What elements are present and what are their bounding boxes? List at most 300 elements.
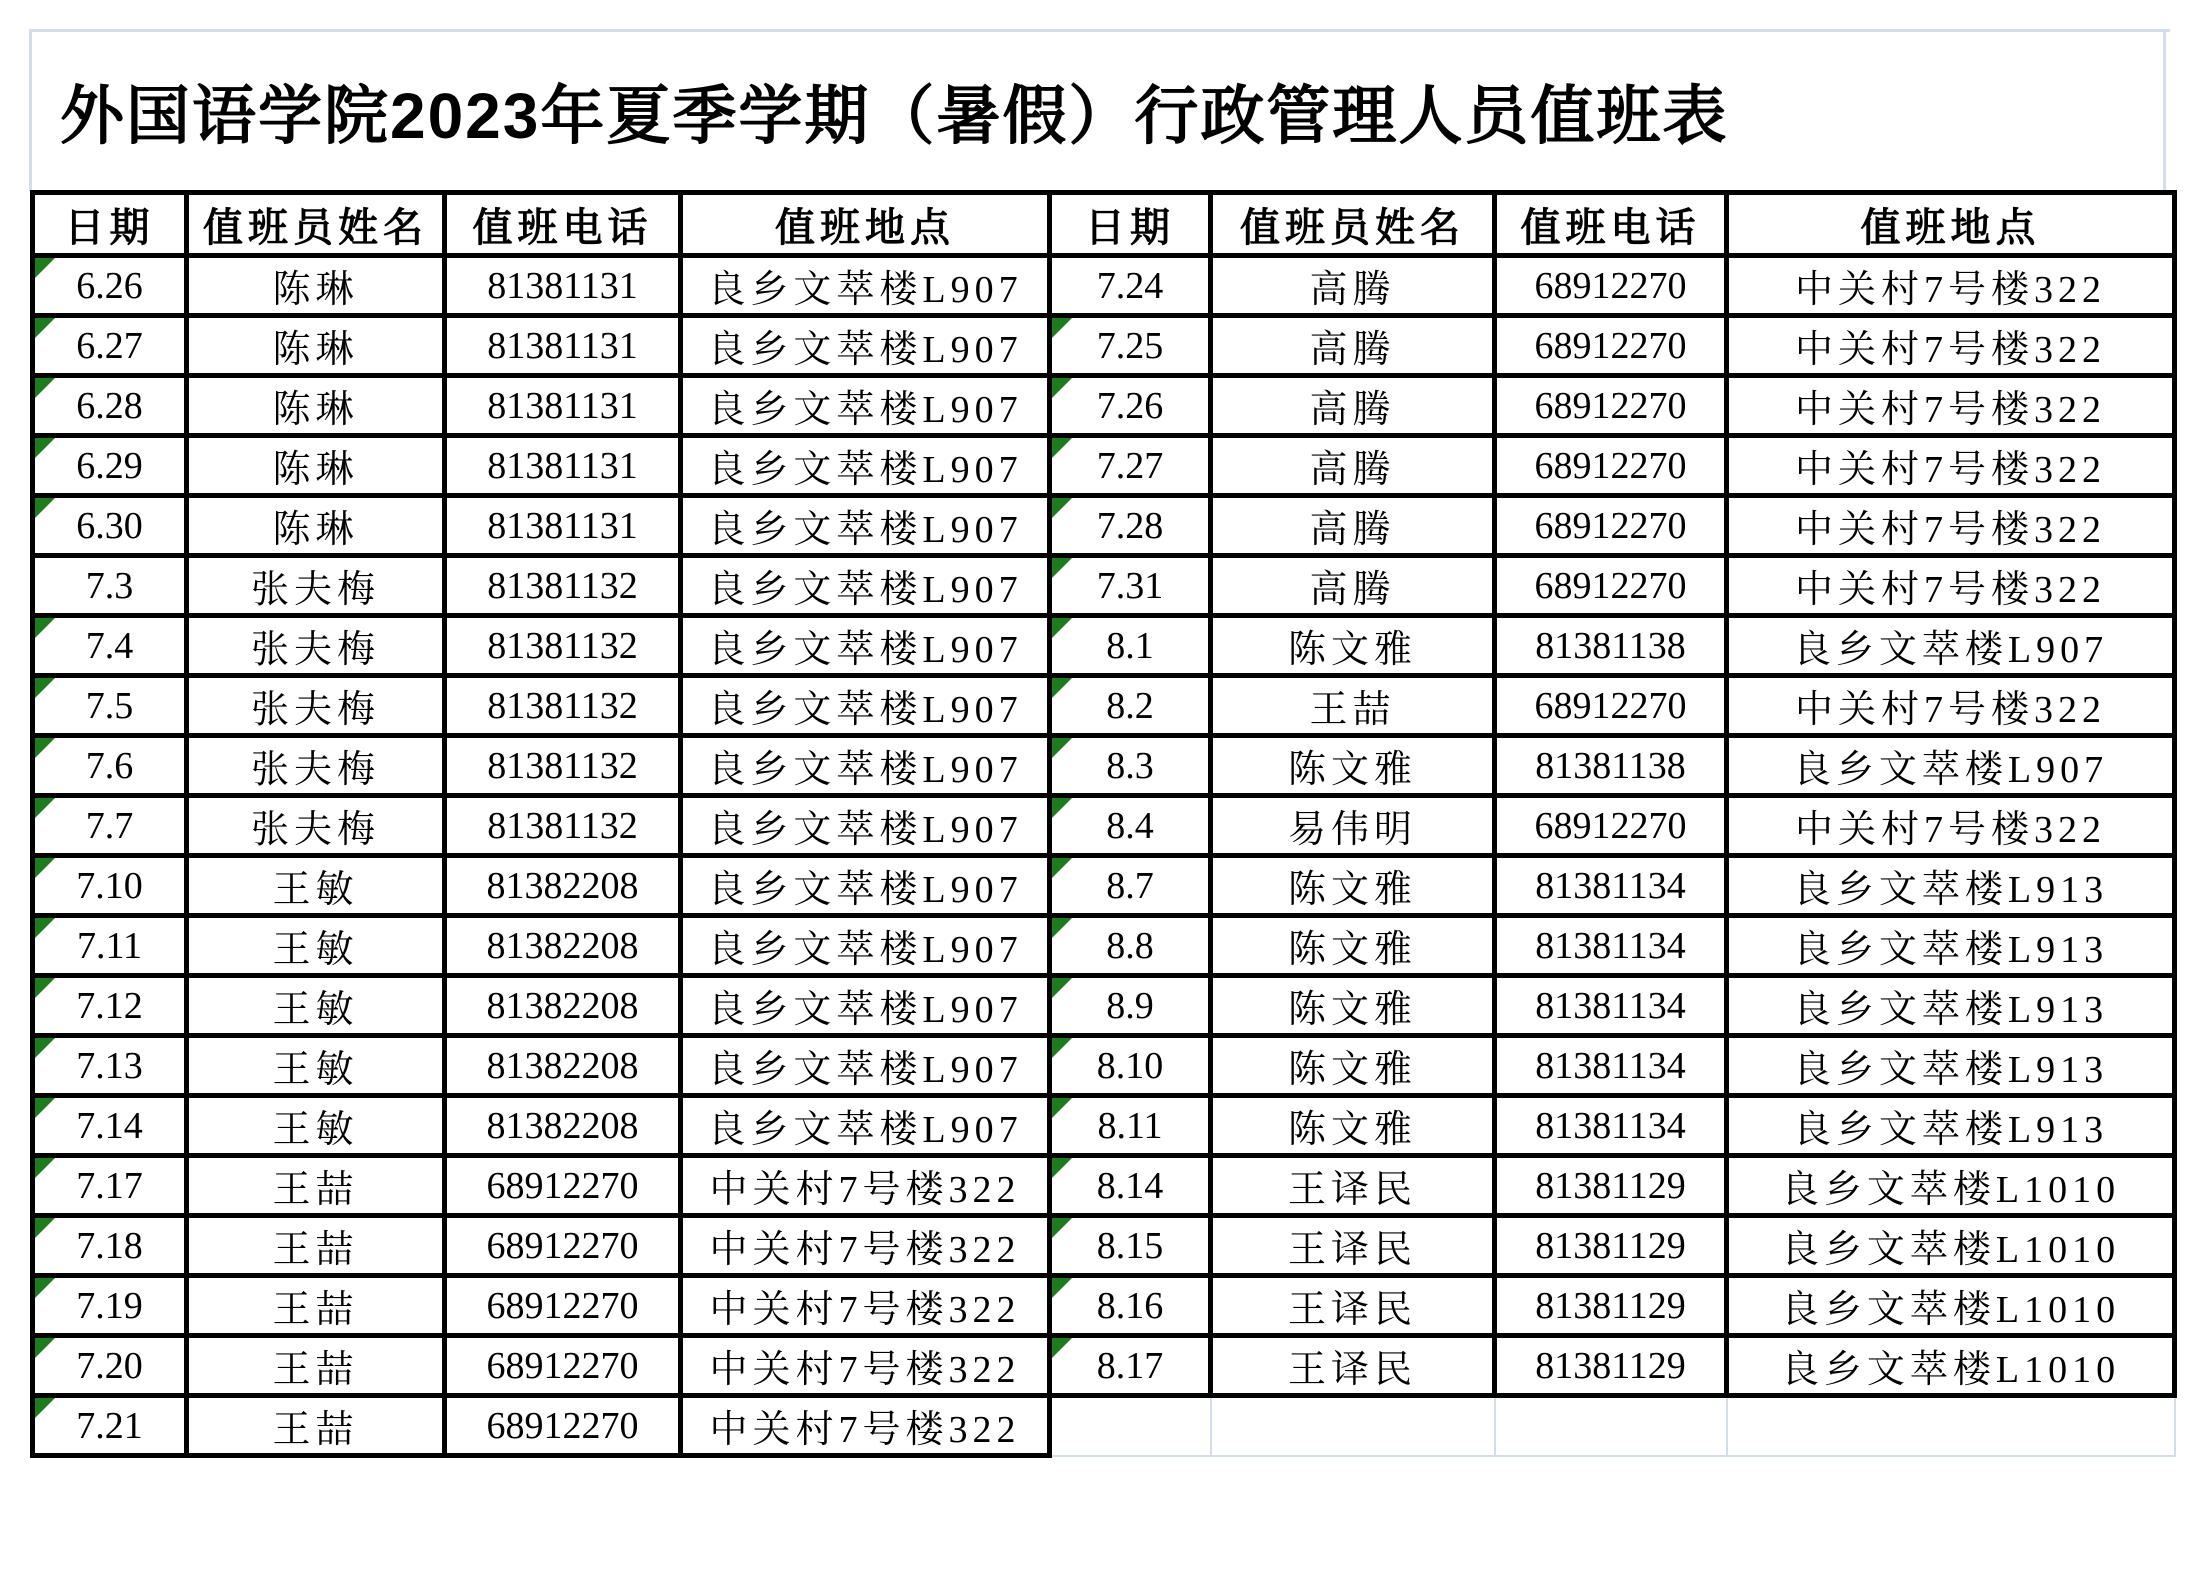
duty-person-name-value: 张夫梅 (250, 809, 380, 851)
duty-phone-value: 81381138 (1535, 744, 1686, 787)
duty-date-cell[interactable] (33, 1096, 187, 1156)
duty-date-cell[interactable] (1050, 1036, 1211, 1096)
duty-location-value: 良乡文萃楼L907 (707, 809, 1023, 851)
table-row (33, 676, 2175, 736)
duty-person-name-value: 陈文雅 (1287, 929, 1417, 971)
duty-phone-cell[interactable] (1495, 436, 1727, 496)
duty-location-cell[interactable] (1727, 1096, 2175, 1156)
duty-date-cell[interactable] (1050, 1276, 1211, 1336)
duty-phone-value: 68912270 (1534, 264, 1687, 307)
duty-location-cell[interactable] (681, 1276, 1050, 1336)
duty-date-value: 7.6 (85, 744, 134, 787)
number-stored-as-text-flag-icon (1052, 1158, 1072, 1178)
duty-phone-value: 81381132 (487, 744, 638, 787)
duty-person-name-cell[interactable] (1211, 856, 1495, 916)
table-row (33, 496, 2175, 556)
duty-phone-cell[interactable] (445, 376, 681, 436)
duty-date-cell[interactable] (33, 616, 187, 676)
duty-phone-cell[interactable] (445, 676, 681, 736)
duty-location-cell[interactable] (1727, 1276, 2175, 1336)
duty-date-value: 8.4 (1106, 804, 1154, 847)
duty-phone-value: 81382208 (486, 864, 639, 907)
duty-date-value: 7.3 (85, 564, 134, 607)
duty-date-cell[interactable] (33, 1276, 187, 1336)
number-stored-as-text-flag-icon (1052, 978, 1072, 998)
header-row (33, 193, 2175, 256)
duty-person-name-cell[interactable] (187, 1216, 445, 1276)
duty-location-cell[interactable] (1727, 1036, 2175, 1096)
duty-location-value: 良乡文萃楼L1010 (1780, 1349, 2121, 1391)
duty-person-name-value: 陈文雅 (1287, 749, 1417, 791)
duty-phone-cell[interactable] (1495, 376, 1727, 436)
duty-location-value: 中关村7号楼322 (1794, 329, 2106, 371)
duty-person-name-cell[interactable] (187, 376, 445, 436)
duty-person-name-cell[interactable] (1211, 1276, 1495, 1336)
duty-person-name-value: 陈文雅 (1287, 629, 1417, 671)
title-cell-right-gridline (2163, 29, 2166, 191)
duty-phone-cell[interactable] (445, 1396, 681, 1456)
duty-location-cell[interactable] (1727, 976, 2175, 1036)
number-stored-as-text-flag-icon (1052, 1218, 1072, 1238)
duty-location-cell[interactable] (681, 1396, 1050, 1456)
duty-person-name-cell[interactable] (1211, 556, 1495, 616)
number-stored-as-text-flag-icon (35, 918, 55, 938)
col-header-phone-right[interactable]: 值班电话 (1495, 193, 1727, 256)
duty-phone-cell[interactable] (1495, 256, 1727, 316)
duty-person-name-cell[interactable] (187, 556, 445, 616)
duty-phone-value: 81381134 (1535, 864, 1686, 907)
duty-location-cell[interactable] (1727, 376, 2175, 436)
duty-location-cell[interactable] (681, 556, 1050, 616)
duty-person-name-cell[interactable] (1211, 1216, 1495, 1276)
duty-date-value: 8.2 (1106, 684, 1154, 727)
empty-cell-date[interactable] (1050, 1396, 1211, 1456)
number-stored-as-text-flag-icon (1052, 438, 1072, 458)
duty-person-name-value: 高腾 (1309, 389, 1396, 431)
duty-phone-cell[interactable] (1495, 1036, 1727, 1096)
duty-location-cell[interactable] (681, 496, 1050, 556)
duty-date-cell[interactable] (1050, 496, 1211, 556)
duty-phone-value: 81381131 (487, 324, 638, 367)
duty-person-name-value: 张夫梅 (250, 689, 380, 731)
duty-phone-value: 81381129 (1535, 1224, 1686, 1267)
duty-phone-cell[interactable] (445, 1096, 681, 1156)
number-stored-as-text-flag-icon (35, 318, 55, 338)
duty-phone-cell[interactable] (445, 796, 681, 856)
title-cell-left-gridline (29, 29, 32, 191)
duty-phone-cell[interactable] (1495, 976, 1727, 1036)
duty-date-cell[interactable] (33, 256, 187, 316)
duty-phone-value: 81381131 (487, 444, 638, 487)
duty-date-value: 7.18 (76, 1224, 143, 1267)
duty-person-name-cell[interactable] (1211, 676, 1495, 736)
duty-location-cell[interactable] (681, 1216, 1050, 1276)
duty-person-name-cell[interactable] (1211, 976, 1495, 1036)
duty-person-name-cell[interactable] (187, 1276, 445, 1336)
duty-phone-cell[interactable] (1495, 916, 1727, 976)
duty-location-value: 良乡文萃楼L907 (707, 689, 1023, 731)
duty-person-name-value: 陈文雅 (1287, 1049, 1417, 1091)
duty-phone-cell[interactable] (445, 976, 681, 1036)
number-stored-as-text-flag-icon (35, 1278, 55, 1298)
duty-person-name-cell[interactable] (187, 1396, 445, 1456)
duty-date-value: 7.26 (1096, 384, 1164, 427)
duty-phone-cell[interactable] (445, 1276, 681, 1336)
duty-location-value: 良乡文萃楼L907 (707, 389, 1023, 431)
number-stored-as-text-flag-icon (1052, 678, 1072, 698)
number-stored-as-text-flag-icon (1052, 558, 1072, 578)
duty-person-name-cell[interactable] (187, 316, 445, 376)
duty-person-name-cell[interactable] (1211, 1336, 1495, 1396)
duty-date-cell[interactable] (33, 1336, 187, 1396)
duty-person-name-value: 王敏 (272, 989, 359, 1031)
duty-phone-value: 81381134 (1535, 924, 1686, 967)
table-row (33, 916, 2175, 976)
duty-phone-cell[interactable] (1495, 1156, 1727, 1216)
duty-person-name-cell[interactable] (1211, 376, 1495, 436)
number-stored-as-text-flag-icon (35, 498, 55, 518)
duty-phone-value: 81381132 (487, 804, 638, 847)
duty-date-cell[interactable] (1050, 256, 1211, 316)
duty-phone-value: 81381131 (487, 504, 638, 547)
duty-date-cell[interactable] (1050, 796, 1211, 856)
duty-location-value: 良乡文萃楼L907 (707, 269, 1023, 311)
duty-date-value: 7.20 (76, 1344, 143, 1387)
duty-location-value: 良乡文萃楼L913 (1792, 869, 2109, 911)
duty-person-name-cell[interactable] (187, 676, 445, 736)
duty-date-cell[interactable] (33, 916, 187, 976)
duty-date-cell[interactable] (1050, 1156, 1211, 1216)
duty-person-name-value: 陈琳 (272, 449, 359, 491)
duty-phone-cell[interactable] (445, 436, 681, 496)
duty-phone-cell[interactable] (445, 256, 681, 316)
duty-person-name-cell[interactable] (187, 796, 445, 856)
duty-date-cell[interactable] (1050, 916, 1211, 976)
duty-person-name-value: 王敏 (272, 1109, 359, 1151)
duty-person-name-value: 高腾 (1309, 269, 1396, 311)
number-stored-as-text-flag-icon (35, 1218, 55, 1238)
duty-location-cell[interactable] (1727, 856, 2175, 916)
duty-person-name-cell[interactable] (1211, 1156, 1495, 1216)
duty-person-name-cell[interactable] (1211, 916, 1495, 976)
duty-date-value: 7.11 (76, 924, 143, 967)
duty-date-cell[interactable] (1050, 436, 1211, 496)
duty-location-cell[interactable] (681, 736, 1050, 796)
duty-date-cell[interactable] (33, 736, 187, 796)
duty-date-cell[interactable] (33, 436, 187, 496)
duty-phone-value: 81381129 (1535, 1344, 1686, 1387)
number-stored-as-text-flag-icon (35, 1338, 55, 1358)
duty-location-cell[interactable] (1727, 436, 2175, 496)
duty-date-cell[interactable] (1050, 736, 1211, 796)
col-header-location-right[interactable]: 值班地点 (1727, 193, 2175, 256)
duty-location-value: 良乡文萃楼L1010 (1780, 1169, 2121, 1211)
duty-phone-value: 81382208 (486, 1104, 639, 1147)
duty-phone-cell[interactable] (1495, 496, 1727, 556)
duty-person-name-cell[interactable] (187, 856, 445, 916)
duty-location-cell[interactable] (681, 1036, 1050, 1096)
number-stored-as-text-flag-icon (1052, 318, 1072, 338)
duty-location-value: 中关村7号楼322 (1794, 269, 2106, 311)
duty-location-cell[interactable] (1727, 796, 2175, 856)
duty-location-cell[interactable] (681, 796, 1050, 856)
col-header-date-left[interactable]: 日期 (33, 193, 187, 256)
col-header-date-right[interactable]: 日期 (1050, 193, 1211, 256)
duty-person-name-cell[interactable] (187, 1096, 445, 1156)
duty-location-value: 中关村7号楼322 (709, 1229, 1021, 1271)
duty-location-cell[interactable] (1727, 556, 2175, 616)
number-stored-as-text-flag-icon (35, 438, 55, 458)
duty-person-name-cell[interactable] (187, 616, 445, 676)
empty-cell-location[interactable] (1727, 1396, 2175, 1456)
duty-date-cell[interactable] (1050, 1096, 1211, 1156)
duty-location-value: 良乡文萃楼L907 (1792, 629, 2109, 671)
duty-date-value: 6.27 (76, 324, 143, 367)
duty-phone-value: 68912270 (486, 1404, 639, 1447)
duty-person-name-value: 陈琳 (272, 329, 359, 371)
duty-location-value: 良乡文萃楼L907 (707, 509, 1023, 551)
duty-phone-cell[interactable] (1495, 1276, 1727, 1336)
duty-date-value: 7.25 (1096, 324, 1164, 367)
duty-location-cell[interactable] (1727, 256, 2175, 316)
sheet-title[interactable]: 外国语学院2023年夏季学期（暑假）行政管理人员值班表 (60, 79, 1729, 152)
duty-location-value: 良乡文萃楼L907 (707, 569, 1023, 611)
duty-location-value: 良乡文萃楼L1010 (1780, 1289, 2121, 1331)
table-row (33, 556, 2175, 616)
duty-location-value: 良乡文萃楼L913 (1792, 1109, 2109, 1151)
duty-phone-cell[interactable] (445, 316, 681, 376)
duty-date-cell[interactable] (33, 856, 187, 916)
duty-date-cell[interactable] (33, 556, 187, 616)
duty-person-name-value: 易伟明 (1287, 809, 1417, 851)
col-header-name-left[interactable]: 值班员姓名 (187, 193, 445, 256)
duty-date-value: 8.17 (1096, 1344, 1164, 1387)
duty-person-name-value: 陈文雅 (1287, 1109, 1417, 1151)
duty-location-value: 良乡文萃楼L907 (707, 929, 1023, 971)
duty-location-value: 中关村7号楼322 (1794, 509, 2106, 551)
duty-date-cell[interactable] (1050, 976, 1211, 1036)
duty-phone-value: 81381132 (487, 624, 638, 667)
duty-phone-cell[interactable] (1495, 796, 1727, 856)
duty-phone-cell[interactable] (1495, 856, 1727, 916)
duty-date-cell[interactable] (33, 1156, 187, 1216)
duty-phone-cell[interactable] (445, 616, 681, 676)
duty-phone-cell[interactable] (445, 1216, 681, 1276)
duty-date-value: 8.16 (1096, 1284, 1164, 1327)
number-stored-as-text-flag-icon (35, 978, 55, 998)
number-stored-as-text-flag-icon (35, 858, 55, 878)
duty-person-name-value: 高腾 (1309, 509, 1396, 551)
duty-person-name-cell[interactable] (1211, 616, 1495, 676)
duty-location-cell[interactable] (681, 316, 1050, 376)
duty-person-name-cell[interactable] (187, 1156, 445, 1216)
duty-location-cell[interactable] (681, 436, 1050, 496)
duty-phone-value: 81381134 (1535, 1044, 1686, 1087)
duty-phone-cell[interactable] (1495, 616, 1727, 676)
duty-phone-cell[interactable] (445, 1156, 681, 1216)
duty-date-value: 8.8 (1106, 924, 1154, 967)
duty-date-value: 6.30 (76, 504, 143, 547)
duty-person-name-cell[interactable] (187, 436, 445, 496)
duty-location-cell[interactable] (681, 676, 1050, 736)
duty-date-cell[interactable] (33, 376, 187, 436)
duty-date-cell[interactable] (1050, 376, 1211, 436)
duty-date-value: 6.29 (76, 444, 143, 487)
duty-person-name-cell[interactable] (1211, 436, 1495, 496)
duty-date-cell[interactable] (33, 1216, 187, 1276)
duty-date-value: 8.9 (1106, 984, 1154, 1027)
number-stored-as-text-flag-icon (1052, 1338, 1072, 1358)
duty-person-name-cell[interactable] (1211, 316, 1495, 376)
duty-location-value: 良乡文萃楼L1010 (1780, 1229, 2121, 1271)
duty-person-name-cell[interactable] (1211, 736, 1495, 796)
duty-phone-cell[interactable] (1495, 736, 1727, 796)
number-stored-as-text-flag-icon (1052, 798, 1072, 818)
duty-location-cell[interactable] (1727, 1156, 2175, 1216)
duty-date-cell[interactable] (33, 316, 187, 376)
duty-location-cell[interactable] (1727, 736, 2175, 796)
duty-location-cell[interactable] (1727, 496, 2175, 556)
duty-person-name-cell[interactable] (187, 1336, 445, 1396)
col-header-location-left[interactable]: 值班地点 (681, 193, 1050, 256)
duty-phone-cell[interactable] (445, 556, 681, 616)
duty-date-cell[interactable] (1050, 316, 1211, 376)
duty-phone-cell[interactable] (445, 496, 681, 556)
duty-person-name-cell[interactable] (1211, 796, 1495, 856)
duty-phone-value: 68912270 (1534, 804, 1687, 847)
duty-date-cell[interactable] (1050, 676, 1211, 736)
duty-person-name-value: 王敏 (272, 869, 359, 911)
number-stored-as-text-flag-icon (1052, 918, 1072, 938)
duty-date-cell[interactable] (1050, 1336, 1211, 1396)
empty-cell-phone[interactable] (1495, 1396, 1727, 1456)
table-row (33, 976, 2175, 1036)
duty-phone-value: 81381129 (1535, 1164, 1686, 1207)
duty-location-cell[interactable] (681, 256, 1050, 316)
duty-location-cell[interactable] (1727, 676, 2175, 736)
duty-phone-cell[interactable] (445, 1336, 681, 1396)
number-stored-as-text-flag-icon (1052, 498, 1072, 518)
duty-location-value: 良乡文萃楼L907 (707, 749, 1023, 791)
empty-cell-name[interactable] (1211, 1396, 1495, 1456)
duty-date-cell[interactable] (33, 976, 187, 1036)
duty-person-name-cell[interactable] (187, 916, 445, 976)
duty-date-cell[interactable] (1050, 1216, 1211, 1276)
duty-date-cell[interactable] (33, 1396, 187, 1456)
duty-person-name-cell[interactable] (1211, 256, 1495, 316)
duty-person-name-value: 张夫梅 (250, 629, 380, 671)
duty-date-value: 6.28 (76, 384, 143, 427)
duty-date-value: 7.13 (76, 1044, 143, 1087)
duty-location-value: 中关村7号楼322 (709, 1409, 1021, 1451)
duty-date-cell[interactable] (33, 676, 187, 736)
duty-location-cell[interactable] (1727, 916, 2175, 976)
duty-phone-cell[interactable] (445, 856, 681, 916)
duty-person-name-cell[interactable] (187, 496, 445, 556)
duty-person-name-cell[interactable] (1211, 1096, 1495, 1156)
duty-phone-value: 68912270 (1534, 444, 1687, 487)
col-header-name-right[interactable]: 值班员姓名 (1211, 193, 1495, 256)
duty-person-name-cell[interactable] (187, 256, 445, 316)
duty-location-cell[interactable] (681, 616, 1050, 676)
duty-person-name-value: 王喆 (1309, 689, 1396, 731)
table-row (33, 1276, 2175, 1336)
duty-phone-value: 81381131 (487, 384, 638, 427)
duty-date-cell[interactable] (1050, 556, 1211, 616)
duty-phone-cell[interactable] (445, 736, 681, 796)
duty-date-value: 7.4 (85, 624, 134, 667)
duty-phone-cell[interactable] (1495, 1336, 1727, 1396)
duty-phone-cell[interactable] (445, 1036, 681, 1096)
duty-location-value: 良乡文萃楼L913 (1792, 929, 2109, 971)
table-row (33, 796, 2175, 856)
duty-location-cell[interactable] (681, 1096, 1050, 1156)
duty-date-value: 7.24 (1096, 264, 1164, 307)
duty-phone-cell[interactable] (1495, 556, 1727, 616)
duty-phone-cell[interactable] (1495, 1216, 1727, 1276)
duty-phone-cell[interactable] (1495, 676, 1727, 736)
duty-location-value: 良乡文萃楼L907 (707, 1109, 1023, 1151)
col-header-phone-left[interactable]: 值班电话 (445, 193, 681, 256)
number-stored-as-text-flag-icon (1052, 618, 1072, 638)
duty-date-value: 8.10 (1096, 1044, 1164, 1087)
number-stored-as-text-flag-icon (35, 798, 55, 818)
duty-location-cell[interactable] (681, 856, 1050, 916)
duty-location-value: 良乡文萃楼L907 (707, 1049, 1023, 1091)
table-row (33, 1396, 2175, 1456)
duty-phone-cell[interactable] (1495, 316, 1727, 376)
duty-location-cell[interactable] (1727, 616, 2175, 676)
duty-date-cell[interactable] (1050, 616, 1211, 676)
number-stored-as-text-flag-icon (1052, 1098, 1072, 1118)
number-stored-as-text-flag-icon (35, 1038, 55, 1058)
duty-location-value: 良乡文萃楼L907 (1792, 749, 2109, 791)
duty-date-value: 8.11 (1097, 1104, 1163, 1147)
duty-location-cell[interactable] (681, 376, 1050, 436)
duty-location-cell[interactable] (681, 1336, 1050, 1396)
duty-date-cell[interactable] (1050, 856, 1211, 916)
duty-phone-value: 68912270 (1534, 564, 1687, 607)
duty-date-cell[interactable] (33, 1036, 187, 1096)
table-row (33, 616, 2175, 676)
duty-date-value: 6.26 (76, 264, 143, 307)
duty-person-name-value: 张夫梅 (250, 749, 380, 791)
duty-phone-cell[interactable] (445, 916, 681, 976)
duty-location-value: 中关村7号楼322 (1794, 689, 2106, 731)
duty-date-cell[interactable] (33, 496, 187, 556)
duty-person-name-cell[interactable] (187, 736, 445, 796)
duty-phone-value: 81381131 (487, 264, 638, 307)
duty-person-name-value: 王译民 (1287, 1289, 1417, 1331)
duty-location-cell[interactable] (1727, 316, 2175, 376)
duty-phone-value: 81381129 (1535, 1284, 1686, 1327)
duty-location-cell[interactable] (681, 1156, 1050, 1216)
duty-person-name-cell[interactable] (1211, 496, 1495, 556)
duty-date-cell[interactable] (33, 796, 187, 856)
duty-person-name-cell[interactable] (1211, 1036, 1495, 1096)
duty-person-name-value: 王译民 (1287, 1169, 1417, 1211)
duty-location-cell[interactable] (681, 976, 1050, 1036)
duty-phone-value: 81381132 (487, 684, 638, 727)
duty-location-cell[interactable] (681, 916, 1050, 976)
table-row (33, 1216, 2175, 1276)
duty-location-cell[interactable] (1727, 1216, 2175, 1276)
duty-person-name-cell[interactable] (187, 1036, 445, 1096)
duty-location-cell[interactable] (1727, 1336, 2175, 1396)
duty-phone-cell[interactable] (1495, 1096, 1727, 1156)
duty-person-name-value: 王喆 (272, 1409, 359, 1451)
duty-person-name-cell[interactable] (187, 976, 445, 1036)
